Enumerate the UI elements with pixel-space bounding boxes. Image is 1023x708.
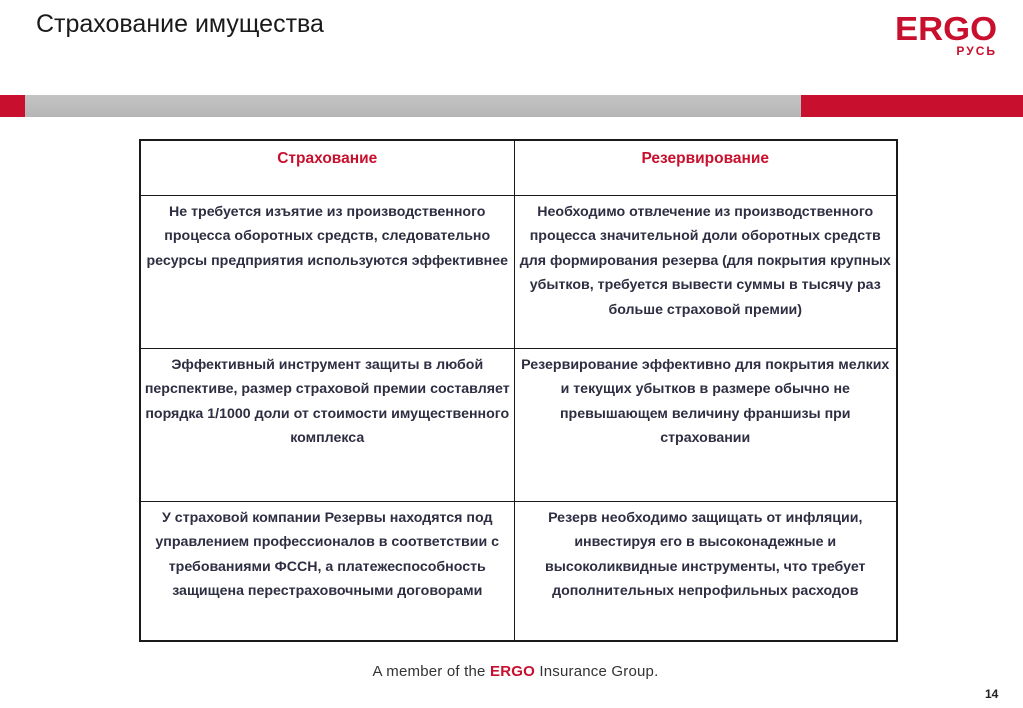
ergo-logo (893, 12, 999, 58)
header-bar-gray (25, 95, 801, 117)
footer-prefix: A member of the (372, 663, 486, 680)
table-header-row (140, 140, 897, 195)
footer-brand: ERGO (489, 663, 535, 680)
footer-suffix: Insurance Group. (539, 663, 659, 680)
slide-title: Страхование имущества (36, 10, 324, 38)
logo-subtitle: РУСЬ (956, 44, 997, 58)
comparison-table (139, 139, 898, 642)
cell-insurance: Не требуется изъятие из производственного процесса оборотных средств, следовательно ресурсы предприятия используются эффективнее (140, 195, 514, 348)
page-number: 14 (985, 687, 999, 701)
table-row (140, 195, 897, 348)
cell-insurance: Эффективный инструмент защиты в любой перспективе, размер страховой премии составляет порядка 1/1000 доли от стоимости имущественного комплекса (140, 348, 514, 501)
table-row (140, 348, 897, 501)
header-bar-red-left (0, 95, 25, 117)
table-row (140, 501, 897, 641)
footer-tagline (0, 663, 1023, 680)
cell-reserving: Необходимо отвлечение из производственного процесса значительной доли оборотных средств для формирования резерва (для покрытия крупных убытков, требуется вывести суммы в тысячу раз больше страховой премии) (514, 195, 897, 348)
header-bar-red-right (801, 95, 1023, 117)
logo-wordmark: ERGO (894, 10, 998, 47)
cell-reserving: Резервирование эффективно для покрытия мелких и текущих убытков в размере обычно не превышающем величину франшизы при страховании (514, 348, 897, 501)
cell-reserving: Резерв необходимо защищать от инфляции, инвестируя его в высоконадежные и высоколиквидные инструменты, что требует дополнительных непрофильных расходов (514, 501, 897, 641)
header-reserving: Резервирование (514, 140, 897, 195)
header-insurance: Страхование (140, 140, 514, 195)
cell-insurance: У страховой компании Резервы находятся под управлением профессионалов в соответствии с требованиями ФССН, а платежеспособность защищена перестраховочными договорами (140, 501, 514, 641)
